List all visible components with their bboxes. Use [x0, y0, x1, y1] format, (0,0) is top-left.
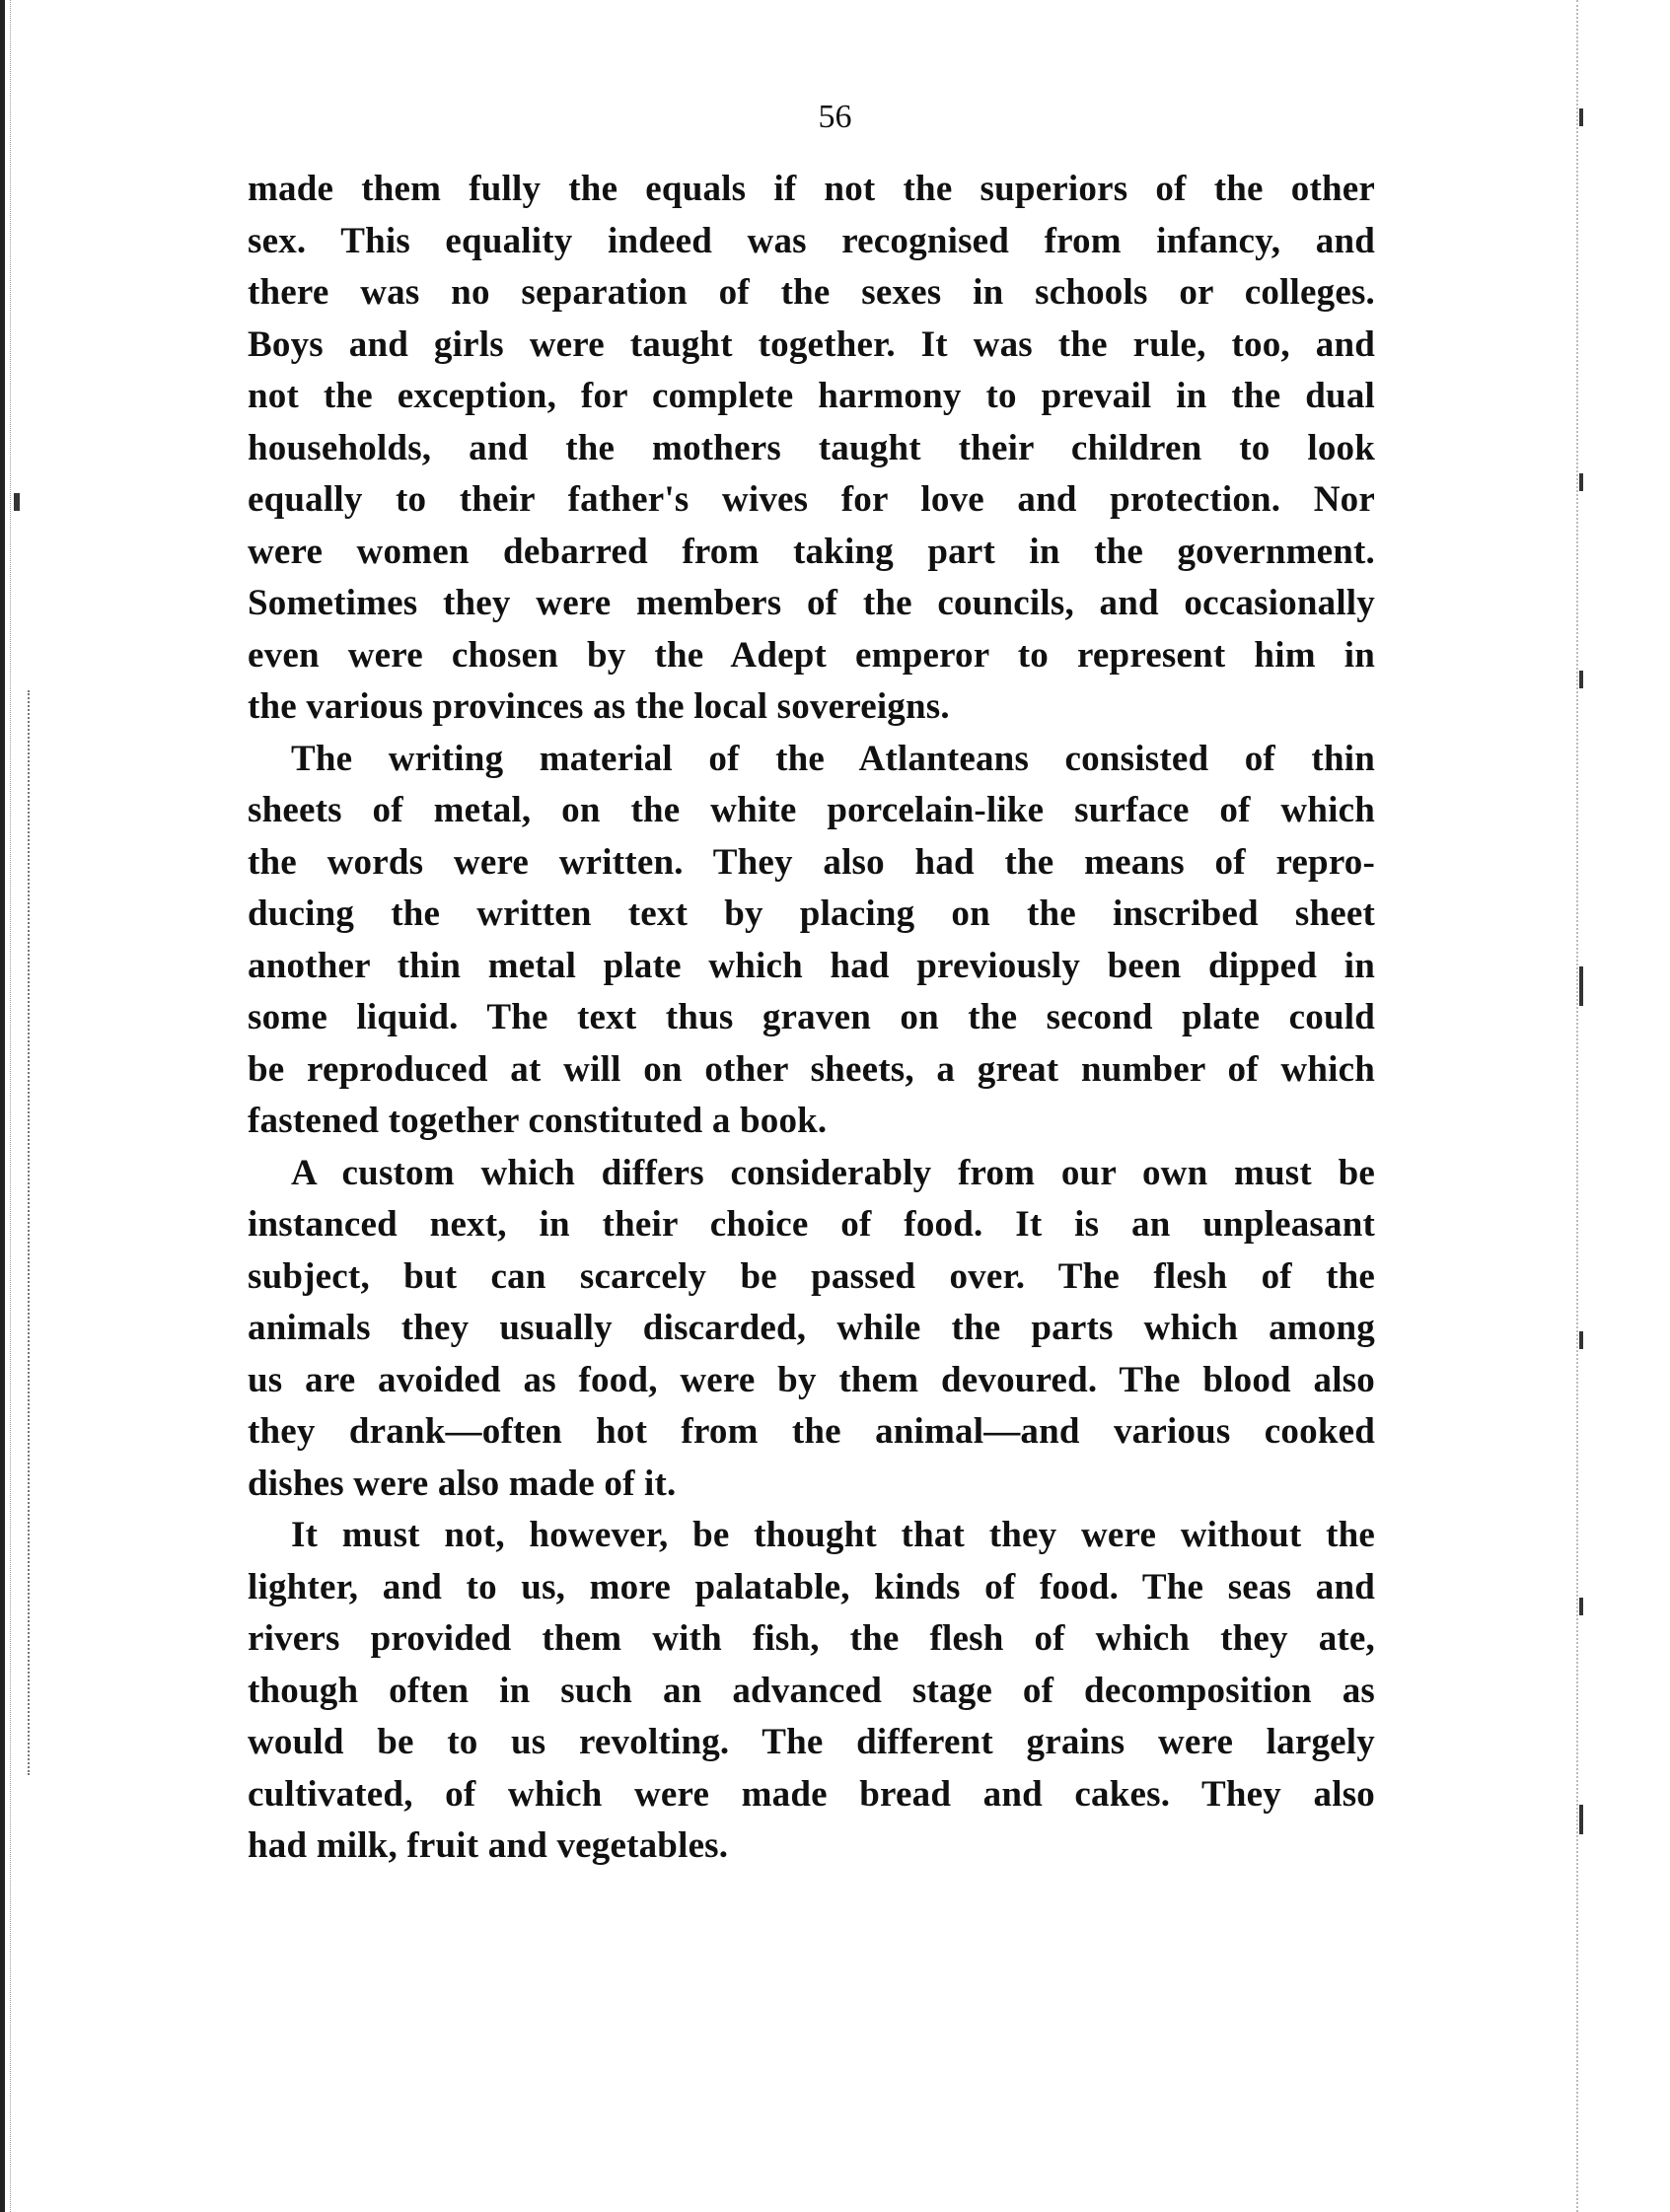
paragraph	[248, 164, 1375, 734]
scan-edge-left-dots-2	[28, 690, 32, 1775]
scan-artifact	[1579, 671, 1583, 688]
text-line: ducing the written text by placing on the inscribed sheet	[248, 893, 1375, 934]
page-body	[248, 164, 1375, 1873]
text-line: sex. This equality indeed was recognised from infancy, and	[248, 220, 1375, 261]
text-line: instanced next, in their choice of food. It is an unpleasant	[248, 1204, 1375, 1245]
text-line: not the exception, for complete harmony to prevail in the dual	[248, 376, 1375, 416]
scan-edge-right	[1576, 0, 1580, 2212]
text-line: dishes were also made of it.	[248, 1463, 677, 1504]
scan-artifact	[1579, 473, 1583, 491]
text-line: they drank—often hot from the animal—and various cooked	[248, 1411, 1375, 1452]
text-line: the various provinces as the local sovereigns.	[248, 686, 950, 727]
paragraph	[248, 734, 1375, 1148]
text-line: lighter, and to us, more palatable, kinds of food. The seas and	[248, 1566, 1375, 1607]
scan-artifact	[1579, 1331, 1583, 1349]
text-line: another thin metal plate which had previously been dipped in	[248, 945, 1375, 986]
text-line: were women debarred from taking part in the government.	[248, 531, 1375, 572]
text-line: cultivated, of which were made bread and cakes. They also	[248, 1773, 1375, 1815]
text-line: there was no separation of the sexes in schools or colleges.	[248, 272, 1375, 313]
text-line: Boys and girls were taught together. It was the rule, too, and	[248, 323, 1375, 365]
text-line: the words were written. They also had the means of repro-	[248, 841, 1375, 883]
paragraph	[248, 1148, 1375, 1511]
text-line: sheets of metal, on the white porcelain-like surface of which	[248, 790, 1375, 830]
paragraph	[248, 1510, 1375, 1873]
scan-artifact	[1579, 1805, 1583, 1834]
text-line: had milk, fruit and vegetables.	[248, 1825, 729, 1866]
text-line: made them fully the equals if not the superiors of the other	[248, 169, 1375, 209]
scan-artifact	[1579, 1598, 1583, 1615]
text-line: Sometimes they were members of the councils, and occasionally	[248, 583, 1375, 623]
text-line: households, and the mothers taught their children to look	[248, 427, 1375, 468]
text-line: animals they usually discarded, while the parts which among	[248, 1308, 1375, 1348]
text-line: subject, but can scarcely be passed over. The flesh of the	[248, 1255, 1375, 1297]
scan-artifact	[1579, 966, 1583, 1006]
text-line: though often in such an advanced stage of decomposition as	[248, 1670, 1375, 1711]
text-line: A custom which differs considerably from our own must be	[291, 1152, 1375, 1193]
text-line: some liquid. The text thus graven on the second plate could	[248, 997, 1375, 1037]
scan-edge-left-dots	[10, 0, 12, 2212]
page-number: 56	[818, 99, 852, 135]
scan-artifact	[14, 493, 20, 511]
text-line: us are avoided as food, were by them devoured. The blood also	[248, 1359, 1375, 1400]
text-line: be reproduced at will on other sheets, a great number of which	[248, 1048, 1375, 1090]
text-line: It must not, however, be thought that they were without the	[291, 1515, 1375, 1555]
scan-edge-left	[0, 0, 5, 2212]
text-line: rivers provided them with fish, the flesh of which they ate,	[248, 1618, 1375, 1659]
text-line: fastened together constituted a book.	[248, 1101, 828, 1141]
text-line: The writing material of the Atlanteans consisted of thin	[291, 738, 1375, 779]
text-line: equally to their father's wives for love and protection. Nor	[248, 479, 1375, 520]
text-line: even were chosen by the Adept emperor to represent him in	[248, 634, 1375, 676]
text-line: would be to us revolting. The different grains were largely	[248, 1722, 1375, 1762]
